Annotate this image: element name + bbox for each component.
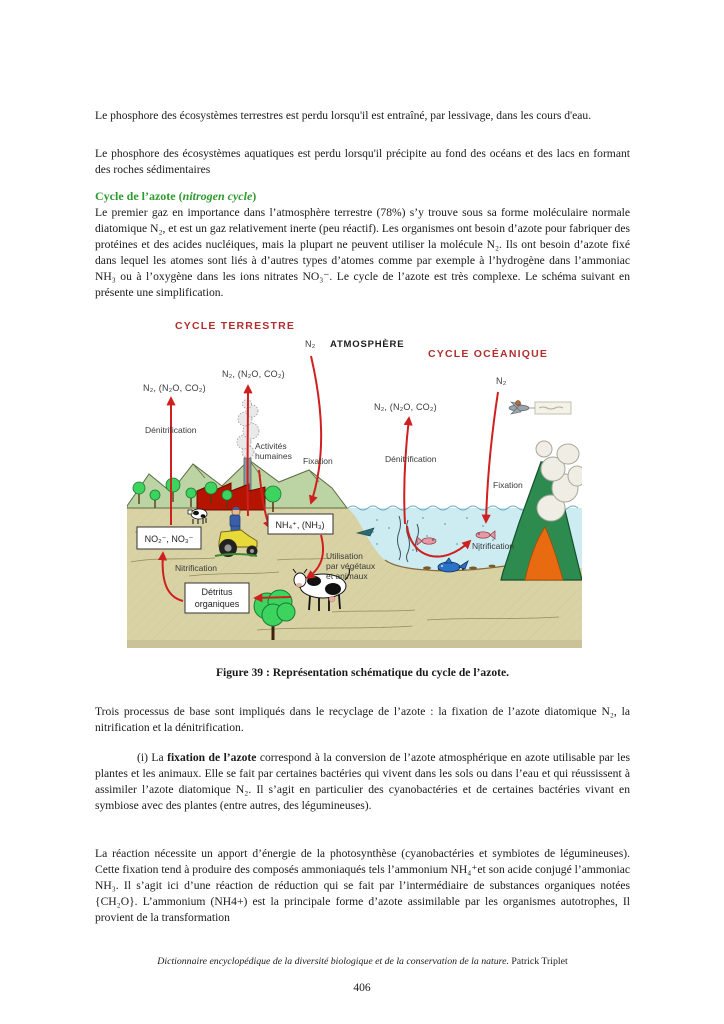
paragraph-trois-processus: Trois processus de base sont impliqués dans le recyclage de l’azote : la fixation de l’azote diatomique N₂, la nitrification et la dénitrification. [95,704,630,734]
label-humaines: humaines [255,451,292,461]
label-gases-factory: N₂, (N₂O, CO₂) [222,369,285,379]
label-gases-ocean: N₂, (N₂O, CO₂) [374,402,437,412]
section-heading-cycle-azote: Cycle de l’azote (nitrogen cycle) [95,189,257,203]
footer-source: Dictionnaire encyclopédique de la diversité biologique et de la conservation de la nature. Patrick Triplet [157,955,568,967]
label-gases-left: N₂, (N₂O, CO₂) [143,383,206,393]
paragraph-azote-intro: Le premier gaz en importance dans l’atmosphère terrestre (78%) s’y trouve sous sa forme moléculaire normale diatomique N₂, et est un gaz relativement inerte (peu réactif). Les organismes ont besoin d’azote pour fabriquer des protéines et des acides nucléiques, mais la plupart ne peuvent utiliser la molécule N₂. Ils ont besoin d’azote fixé dans lequel les atomes sont liés à d’autres types d’atomes comme par exemple à l’hydrogène dans l’ammoniac NH₃ ou à l’oxygène dans les ions nitrates NO₃⁻. Le cycle de l’azote est très complexe. Le schéma suivant en présente une simplification. [95,205,630,299]
nitrogen-cycle-svg [127,318,582,648]
ammonium-box-label: NH₄⁺, (NH₃) [275,520,325,530]
paragraph-phosphore-terrestre: Le phosphore des écosystèmes terrestres est perdu lorsqu'il est entraîné, par lessivage, dans les cours d'eau. [95,108,592,122]
arrow-fixation-ocean [486,392,498,522]
figure-bottom-strip [127,640,582,648]
detritus-box-label-1: Détritus [201,587,233,597]
label-fixation-mid: Fixation [303,456,333,466]
label-nitrification-ocean: Nitrification [472,541,515,551]
nitrogen-cycle-figure [127,318,582,648]
label-n2-top: N₂ [305,339,316,349]
page-number: 406 [353,981,371,994]
figure-caption: Figure 39 : Représentation schématique du cycle de l’azote. [215,665,510,679]
nitrate-box-label: NO₂⁻, NO₃⁻ [144,534,194,544]
arrow-cow-to-detritus [255,597,291,598]
label-denitrification-left: Dénitrification [145,425,197,435]
label-utilisation-3: et animaux [326,571,368,581]
label-nitrification-land: Nitrification [175,563,218,573]
detritus-box-label-2: organiques [194,599,240,609]
label-denitrification-ocean: Dénitrification [385,454,437,464]
label-utilisation-2: par végétaux [326,561,376,571]
label-cycle-terrestre: CYCLE TERRESTRE [175,320,296,332]
paragraph-fixation: (i) La fixation de l’azote correspond à la conversion de l’azote atmosphérique en azote utilisable par les plantes et les animaux. Elle se fait par certaines bactéries qui vivent dans les sols ou dans l’eau et qui réussissent à assimiler l’azote diatomique N₂. Il s’agit en particulier des cyanobactéries et de certaines bactéries vivant en symbiose avec des plantes (entre autres, des légumineuses). [95,750,630,812]
label-utilisation-1: Utilisation [326,551,363,561]
label-activites: Activités [255,441,287,451]
label-cycle-oceanique: CYCLE OCÉANIQUE [428,348,549,360]
plane-illustration [509,401,571,415]
paragraph-reaction: La réaction nécessite un apport d’énergie de la photosynthèse (cyanobactéries et symbiotes de légumineuses). Cette fixation tend à produire des composés ammoniaqués tels l’ammonium NH₄⁺et son acide conjugé l’ammoniac NH₃. Il s’agit ici d’une réaction de réduction qui se fait par l’intermédiaire de substances organiques notées {CH₂O}. L’ammonium (NH4+) est la principale forme d’azote assimilable par les organismes autotrophes, Il provient de la transformation [95,846,630,924]
label-atmosphere: ATMOSPHÈRE [330,339,405,350]
label-fixation-ocean: Fixation [493,480,523,490]
paragraph-phosphore-aquatique: Le phosphore des écosystèmes aquatiques est perdu lorsqu'il précipite au fond des océans et des lacs en formant des roches sédimentaires [95,146,630,176]
label-n2-right: N₂ [496,376,507,386]
